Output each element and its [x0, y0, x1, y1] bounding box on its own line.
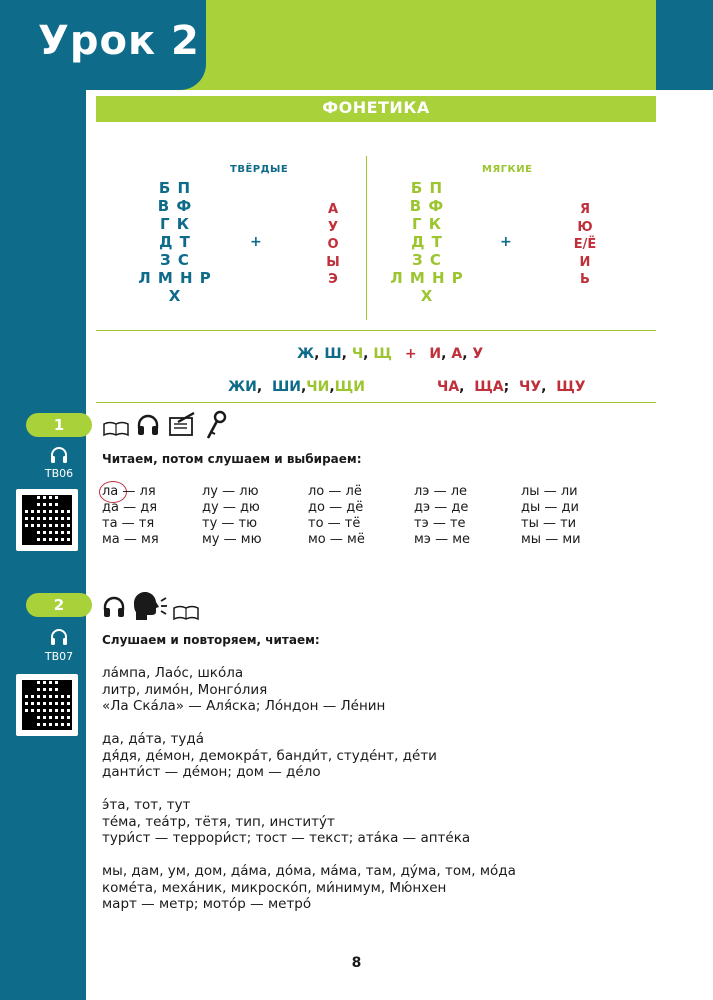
syllable-pair[interactable]: до — дё: [308, 500, 364, 515]
syllable: ЧИ: [306, 379, 330, 395]
spelling-rule-1: [297, 346, 483, 362]
word-line: данти́ст — де́мон; дом — де́ло: [102, 764, 321, 780]
separator: ,: [314, 346, 325, 362]
word-line: [102, 715, 516, 732]
exercise-1-badge: 1: [26, 413, 92, 437]
soft-vowels: [565, 201, 605, 289]
consonant-row: Г К: [411, 215, 443, 233]
headphones-icon[interactable]: [49, 445, 69, 465]
letter: Щ: [373, 346, 392, 362]
syllable-pair[interactable]: мы — ми: [521, 532, 581, 547]
vowel: А: [327, 202, 339, 217]
writing-icon: [168, 412, 196, 438]
word-line: март — метр; мото́р — метро́: [102, 896, 312, 912]
vowel: Э: [328, 272, 338, 287]
separator: ,: [541, 379, 557, 395]
separator: ,: [256, 379, 272, 395]
exercise-2-badge: 2: [26, 593, 92, 617]
syllable-pair[interactable]: ту — тю: [202, 516, 258, 531]
syllable-pair[interactable]: ло — лё: [308, 484, 362, 499]
qr-code[interactable]: [16, 674, 78, 736]
syllable-pair[interactable]: мэ — ме: [414, 532, 471, 547]
syllable-pair[interactable]: та — тя: [102, 516, 155, 531]
consonant-row: Х: [168, 287, 182, 305]
exercise-1-instruction: Читаем, потом слушаем и выбираем:: [102, 452, 362, 466]
lesson-title: Урок 2: [38, 18, 200, 64]
word-line: те́ма, теа́тр, тётя, тип, институ́т: [102, 813, 335, 830]
soft-label: МЯГКИЕ: [482, 164, 533, 175]
syllable-pair[interactable]: дэ — де: [414, 500, 469, 515]
consonant-row: В Ф: [157, 197, 193, 215]
syllable-column: [414, 484, 470, 548]
syllable: ЩУ: [556, 379, 586, 395]
book-icon: [102, 420, 130, 438]
syllable-pair[interactable]: ма — мя: [102, 532, 159, 547]
separator: ,: [363, 346, 374, 362]
consonant-row: З С: [412, 251, 442, 269]
vowel: И: [579, 254, 591, 270]
word-line: [102, 847, 516, 864]
divider-line: [96, 402, 656, 403]
syllable-pair[interactable]: ла — ля: [102, 484, 156, 499]
word-line: дя́дя, де́мон, демокра́т, банди́т, студе́нт, де́ти: [102, 747, 437, 764]
syllable-pair[interactable]: ты — ти: [521, 516, 577, 531]
syllable: [228, 379, 257, 395]
syllable: ЩА: [474, 379, 504, 395]
consonant-row: Д Т: [411, 233, 443, 251]
separator: ,: [459, 379, 475, 395]
syllable-column: [521, 484, 581, 548]
word-line: литр, лимо́н, Монго́лия: [102, 681, 268, 698]
letter: Ш: [324, 346, 342, 362]
divider-line: [96, 330, 656, 331]
separator: ,: [341, 346, 352, 362]
vowel: Ю: [577, 219, 593, 235]
consonant-row: Г К: [159, 215, 191, 233]
section-title: ФОНЕТИКА: [322, 98, 430, 117]
vowel: О: [327, 237, 339, 252]
exercise-1-icons: [102, 410, 232, 440]
key-icon: [204, 410, 228, 440]
header-corner: [656, 0, 713, 90]
word-line: ла́мпа, Лао́с, шко́ла: [102, 665, 244, 681]
vowel: А: [451, 346, 463, 362]
book-icon: [172, 604, 200, 622]
word-line: коме́та, меха́ник, микроско́п, ми́нимум, Мю́нхен: [102, 879, 447, 896]
spelling-rule-2-right: [437, 379, 586, 395]
vowel: У: [327, 219, 339, 235]
headphones-icon: [136, 414, 160, 438]
exercise-2-icons: [102, 592, 212, 622]
consonant-row: Л М Н Р: [138, 269, 212, 287]
syllable-pair[interactable]: лэ — ле: [414, 484, 468, 499]
vowel: И: [429, 346, 442, 362]
letter: Ж: [297, 346, 315, 362]
word-line: «Ла Ска́ла» — Аля́ска; Ло́ндон — Ле́нин: [102, 698, 386, 714]
consonant-row: Б П: [410, 179, 444, 197]
syllable-column: [102, 484, 159, 548]
separator: ,: [300, 379, 307, 395]
plus-sign: +: [250, 234, 262, 250]
vowel: Е/Ё: [573, 237, 597, 252]
separator: ,: [329, 379, 335, 395]
speaking-icon: [132, 592, 168, 622]
table-divider: [366, 156, 367, 320]
syllable: ЧУ: [519, 379, 542, 395]
syllable-pair[interactable]: лу — лю: [202, 484, 259, 499]
syllable-pair[interactable]: мо — мё: [308, 532, 365, 547]
vowel: Ь: [580, 272, 590, 287]
spelling-rule-2-left: [228, 379, 365, 395]
syllable-pair[interactable]: ды — ди: [521, 500, 579, 515]
syllable-column: [202, 484, 262, 548]
vowel: Я: [579, 202, 590, 217]
consonant-row: З С: [160, 251, 190, 269]
syllable-pair[interactable]: ду — дю: [202, 500, 260, 515]
plus-sign: +: [500, 234, 512, 250]
word-line: тури́ст — террори́ст; тост — текст; ата́ка — апте́ка: [102, 830, 471, 846]
word-line: мы, дам, ум, дом, да́ма, до́ма, ма́ма, там, ду́ма, том, мо́да: [102, 863, 516, 879]
syllable-pair[interactable]: то — тё: [308, 516, 361, 531]
hard-vowels: [322, 201, 344, 289]
separator: ;: [503, 379, 519, 395]
soft-consonants: [382, 179, 472, 305]
separator: ,: [462, 346, 473, 362]
vowel: У: [472, 346, 484, 362]
audio-track-label: TB07: [44, 650, 74, 663]
hard-consonants: [130, 179, 220, 305]
word-list: [102, 665, 516, 913]
syllable: ШИ: [271, 379, 301, 395]
syllable: ЧА: [437, 379, 460, 395]
exercise-2-instruction: Слушаем и повторяем, читаем:: [102, 633, 320, 647]
syllable-pair[interactable]: да — дя: [102, 500, 158, 515]
consonant-row: Л М Н Р: [390, 269, 464, 287]
page-number: 8: [351, 955, 362, 971]
syllable-column: [308, 484, 365, 548]
consonant-row: Б П: [158, 179, 192, 197]
syllable-pair[interactable]: лы — ли: [521, 484, 578, 499]
headphones-icon: [102, 596, 126, 620]
syllable-pair[interactable]: тэ — те: [414, 516, 466, 531]
header-band: [150, 0, 656, 90]
syllable-pair[interactable]: му — мю: [202, 532, 262, 547]
audio-track-label: TB06: [44, 467, 74, 480]
hard-label: ТВЁРДЫЕ: [230, 164, 289, 175]
word-line: э́та, тот, тут: [102, 797, 191, 813]
syllable: ЩИ: [334, 379, 365, 395]
letter: Ч: [351, 346, 364, 362]
syllable-text: ЖИ: [228, 379, 257, 395]
consonant-row: В Ф: [409, 197, 445, 215]
headphones-icon[interactable]: [49, 627, 69, 647]
separator: ,: [441, 346, 452, 362]
consonant-row: Х: [420, 287, 434, 305]
qr-code[interactable]: [16, 489, 78, 551]
word-line: [102, 781, 516, 798]
vowel: Ы: [326, 254, 340, 270]
consonant-row: Д Т: [159, 233, 191, 251]
word-line: да, да́та, туда́: [102, 731, 204, 747]
plus-sign: +: [404, 346, 417, 362]
